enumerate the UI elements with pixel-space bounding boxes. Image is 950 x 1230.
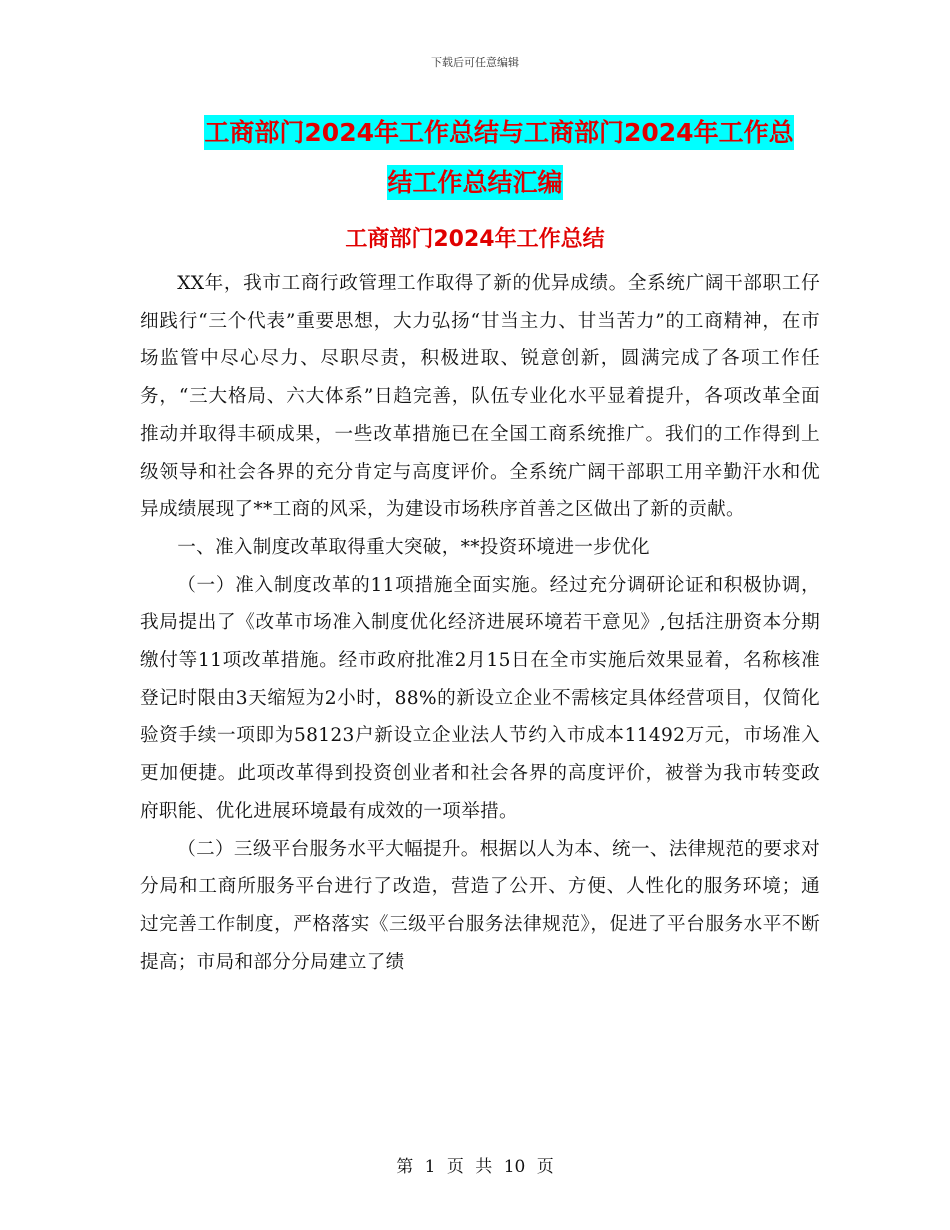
- paragraph-heading-1: 一、准入制度改革取得重大突破，**投资环境进一步优化: [177, 536, 650, 558]
- title-highlight-1: 工商部门2024年工作总结与工商部门2024年工作总: [204, 115, 793, 150]
- page-footer: 第 1 页 共 10 页: [396, 1157, 554, 1177]
- document-title-line-2: [0, 158, 950, 208]
- body-text: [140, 265, 820, 981]
- paragraph-intro: XX年，我市工商行政管理工作取得了新的优异成绩。全系统广阔干部职工仔细践行“三个代表”重要思想，大力弘扬“甘当主力、甘当苦力”的工商精神，在市场监管中尽心尽力、尽职尽责，积极进取、锐意创新，圆满完成了各项工作任务，“三大格局、六大体系”日趋完善，队伍专业化水平显着提升，各项改革全面推动并取得丰硕成果，一些改革措施已在全国工商系统推广。我们的工作得到上级领导和社会各界的充分肯定与高度评价。全系统广阔干部职工用辛勤汗水和优异成绩展现了**工商的风采，为建设市场秩序首善之区做出了新的贡献。: [140, 273, 820, 521]
- header-note: 下载后可任意编辑: [431, 56, 519, 69]
- paragraph-item-2: （二）三级平台服务水平大幅提升。根据以人为本、统一、法律规范的要求对分局和工商所服务平台进行了改造，营造了公开、方便、人性化的服务环境；通过完善工作制度，严格落实《三级平台服务法律规范》，促进了平台服务水平不断提高；市局和部分分局建立了绩: [140, 838, 820, 973]
- title-highlight-2: 结工作总结汇编: [387, 165, 562, 200]
- document-title: [0, 108, 950, 208]
- paragraph-item-1: （一）准入制度改革的11项措施全面实施。经过充分调研论证和积极协调，我局提出了《改革市场准入制度优化经济进展环境若干意见》,包括注册资本分期缴付等11项改革措施。经市政府批准2月15日在全市实施后效果显着，名称核准登记时限由3天缩短为2小时，88%的新设立企业不需核定具体经营项目，仅简化验资手续一项即为58123户新设立企业法人节约入市成本11492万元，市场准入更加便捷。此项改革得到投资创业者和社会各界的高度评价，被誉为我市转变政府职能、优化进展环境最有成效的一项举措。: [140, 574, 820, 822]
- document-title-line-1: [0, 108, 950, 158]
- section-title: 工商部门2024年工作总结: [345, 227, 605, 252]
